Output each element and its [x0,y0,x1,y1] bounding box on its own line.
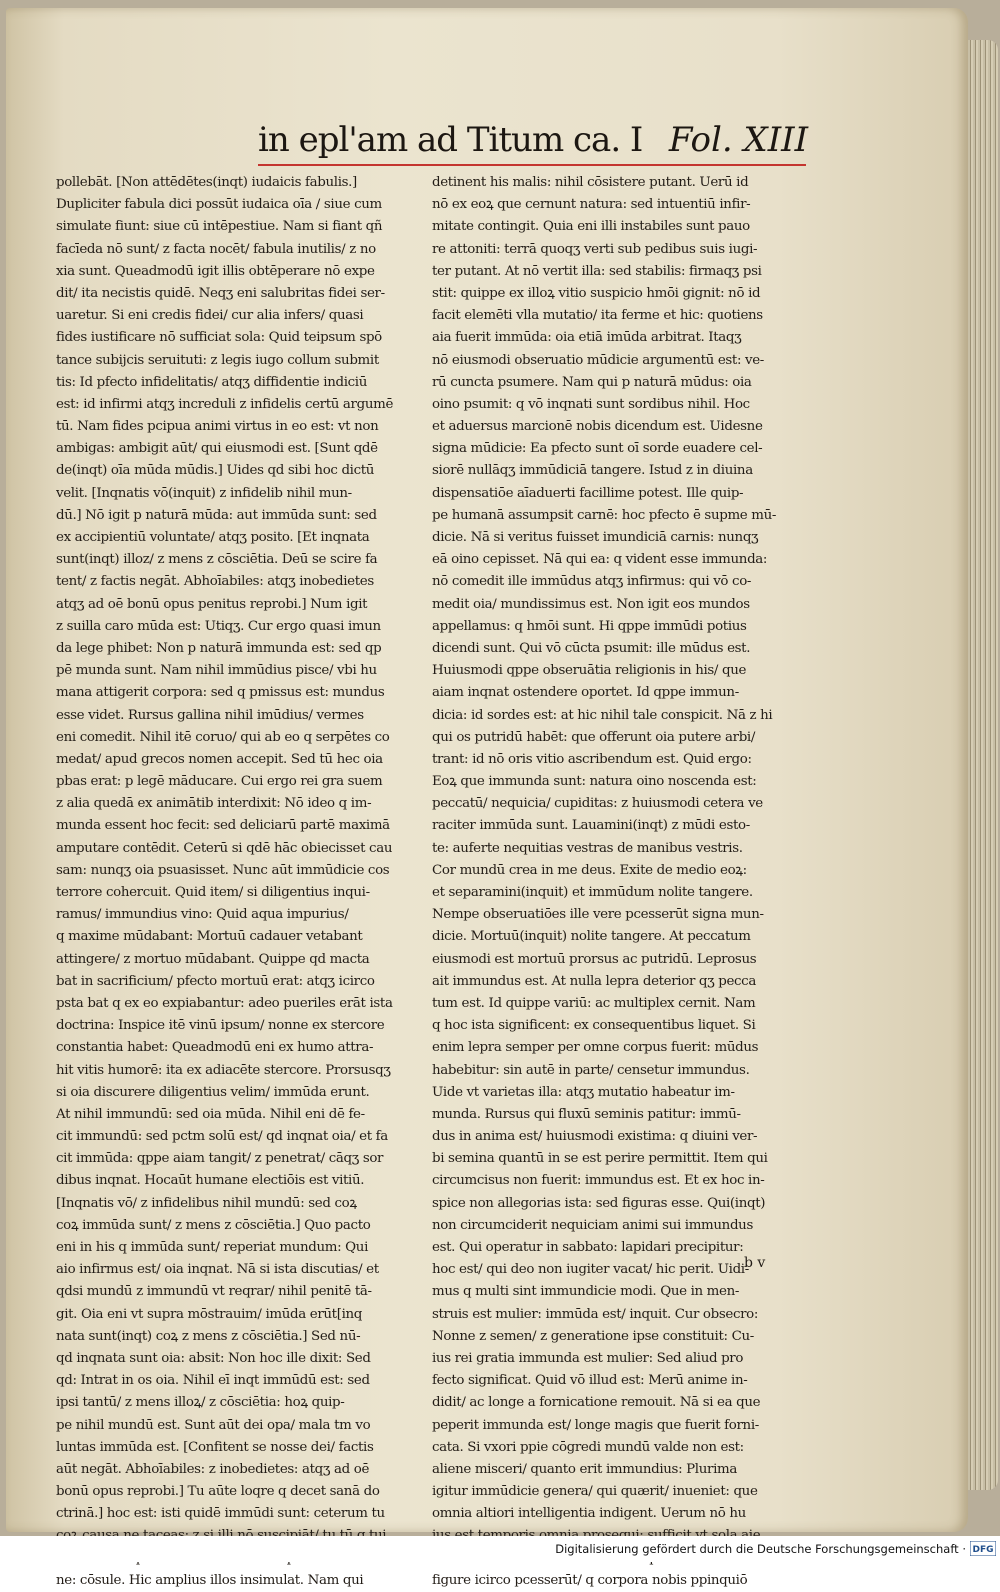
text-line: medit oia/ mundissimus est. Non igit eos mundos [432,596,750,612]
text-line: tum est. Id quippe variū: ac multiplex cernit. Nam [432,995,756,1011]
text-line: velit. [Inqnatis vō(inquit) z infidelib nihil mun- [56,485,352,501]
text-line: qui os putridū habēt: que offerunt oia putere arbi/ [432,729,756,745]
text-line: est: id infirmi atqʒ increduli z infidelis certū argumē [56,396,394,412]
text-line: peperit immunda est/ longe magis que fuerit forni- [432,1417,759,1433]
text-line: dicie. Mortuū(inquit) nolite tangere. At peccatum [432,929,751,945]
text-line: igitur immūdicie genera/ qui quærit/ inueniet: que [432,1484,758,1500]
text-line: circumcisus non fuerit: immundus est. Et ex hoc in- [432,1173,765,1189]
text-line: attingere/ z mortuo mūdabant. Quippe qd macta [56,951,370,967]
text-line: trant: id nō oris vitio ascribendum est. Quid ergo: [432,751,752,767]
text-line: esse videt. Rursus gallina nihil imūdius/ vermes [56,707,364,723]
text-line: Huiusmodi qppe obseruātia religionis in his/ que [432,663,747,679]
text-line: Uide vt varietas illa: atqʒ mutatio habeatur im- [432,1084,735,1100]
text-line: tū. Nam fides pcipua animi virtus in eo est: vt non [56,419,379,435]
text-line: coꝝ immūda sunt/ z mens z cōsciētia.] Quo pacto [56,1217,371,1233]
text-line: bonū opus reprobi.] Tu aūte loqre q decet sanā do [56,1484,380,1500]
text-line: eiusmodi est mortuū prorsus ac putridū. Leprosus [432,951,757,967]
text-line: nō ex eoꝝ que cernunt natura: sed intuentiū infir- [432,197,751,213]
text-line: appellamus: q hmōi sunt. Hi qppe immūdi potius [432,618,747,634]
text-line: ius rei gratia immunda est mulier: Sed aliud pro [432,1350,744,1366]
text-line: aūt negāt. Abhoīabiles: z inobedietes: atqʒ ad oē [56,1461,370,1477]
text-line: nata sunt(inqt) coꝝ z mens z cōsciētia.] Sed nū- [56,1328,361,1344]
text-line: fides iustificare nō sufficiat sola: Quid teipsum spō [56,330,382,346]
text-line: da lege phibet: Non p naturā immunda est: sed qp [56,640,382,656]
text-line: ex accipientiū voluntate/ atqʒ posito. [Et inqnata [56,530,370,545]
text-line: enim lepra semper per omne corpus fuerit: mūdus [432,1040,759,1056]
text-line: mitate contingit. Quia eni illi instabiles sunt pauo [432,219,750,235]
text-line: qdsi mundū z immundū vt reqrar/ nihil penitē tā- [56,1284,372,1300]
text-line: stit: quippe ex illoꝝ vitio suspicio hmōi gignit: nō id [432,285,761,301]
text-line: sam: nunqʒ oia psuasisset. Nunc aūt immūdicie cos [56,862,390,878]
text-line: didit/ ac longe a fornicatione remouit. Nā si ea que [432,1395,761,1411]
signature-mark: b v [744,1255,766,1271]
text-line: z suilla caro mūda est: Utiqʒ. Cur ergo quasi imun [56,618,381,634]
text-line: habebitur: sin autē in parte/ censetur immundus. [432,1062,750,1078]
text-line: de(inqt) oīa mūda mūdis.] Uides qd sibi hoc dictū [56,463,375,479]
text-line: siorē nullāqʒ immūdiciā tangere. Istud z in diuina [432,463,753,479]
header-rule [258,164,806,166]
page-fore-edge [968,40,998,1490]
text-line: detinent his malis: nihil cōsistere putant. Uerū id [432,175,749,190]
footer-bar [0,1536,1000,1562]
text-line: medat/ apud grecos nomen accepit. Sed tū hec oia [56,751,383,767]
text-line: atqʒ ad oē bonū opus penitus reprobi.] Num igit [56,596,368,612]
text-line: facit elemēti vlla mutatio/ ita ferme et hic: quotiens [432,308,763,324]
text-line: hit vitis humorē: ita ex adiacēte stercore. Prorsusqʒ [56,1062,391,1078]
text-line: ramus/ immundius vino: Quid aqua impurius/ [56,907,349,923]
text-line: Nonne z semen/ z generatione ipse constituit: Cu- [432,1328,754,1344]
text-line: xia sunt. Queadmodū igit illis obtēperare nō expe [56,263,375,279]
text-line: tent/ z factis negāt. Abhoīabiles: atqʒ inobedietes [56,574,374,590]
text-line: spice non allegorias ista: sed figuras esse. Qui(inqt) [432,1195,766,1211]
text-line: munda. Rursus qui fluxū seminis patitur: immū- [432,1106,741,1122]
text-line: et separamini(inquit) et immūdum nolite tangere. [432,885,753,900]
text-line: fecto significat. Quid vō illud est: Merū anime in- [432,1373,748,1389]
text-line: psta bat q ex eo expiabantur: adeo pueriles erāt ista [56,995,393,1011]
text-line: ipsi tantū/ z mens illoꝝ/ z cōsciētia: hoꝝ quip- [56,1395,345,1411]
text-line: qd inqnata sunt oia: absit: Non hoc ille dixit: Sed [56,1350,371,1366]
text-line: tance subijcis seruituti: z legis iugo collum submit [56,352,379,368]
text-line: cata. Si vxori ppie cōgredi mundū valde non est: [432,1439,744,1455]
svg-text:DFG: DFG [972,1545,994,1555]
text-line: ambigas: ambigit aūt/ qui eiusmodi est. [Sunt qdē [56,441,378,457]
text-line: simulate fiunt: siue cū intēpestiue. Nam si fiant qñ [56,219,383,235]
running-header [258,120,808,166]
text-line: re attoniti: terrā quoqʒ verti sub pedibus suis iugi- [432,241,758,257]
text-line: aiam inqnat ostendere oportet. Id qppe immun- [432,685,739,701]
text-line: qd: Intrat in os oia. Nihil eī inqt immūdū est: sed [56,1373,370,1389]
text-line: amputare contēdit. Ceterū si qdē hāc obiecisset cau [56,840,393,856]
text-line: bat in sacrificium/ pfecto mortuū erat: atqʒ icirco [56,973,375,989]
text-line: et aduersus marcionē nobis dicendum est. Uidesne [432,419,763,435]
left-text-column [56,172,418,1592]
text-line: nō comedit ille immūdus atqʒ infirmus: qui vō co- [432,574,752,590]
text-line: ctrinā.] hoc est: isti quidē immūdi sunt: ceterum tu [56,1506,385,1522]
text-line: eni in his q immūda sunt/ reperiat mundum: Qui [56,1240,369,1255]
text-line: z alia quedā ex animātib interdixit: Nō ideo q im- [56,796,372,812]
text-line: cit immūda: qppe aiam tangit/ z penetrat/ cāqʒ sor [56,1151,384,1167]
text-line: signa mūdicie: Ea pfecto sunt oī sorde euadere cel- [432,441,763,457]
text-line: pbas erat: p legē māducare. Cui ergo rei gra suem [56,774,383,790]
text-line: dibus inqnat. Hocaūt humane electiōis est vitiū. [56,1173,365,1189]
text-line: eni comedit. Nihil itē coruo/ qui ab eo q serpētes co [56,729,390,745]
text-line: ait immundus est. At nulla lepra deterior qʒ pecca [432,973,756,989]
text-line: aliene misceri/ quanto erit immundius: Plurima [432,1461,737,1477]
text-line: Cor mundū crea in me deus. Exite de medio eoꝝ: [432,862,747,878]
text-line: peccatū/ nequicia/ cupiditas: z huiusmodi cetera ve [432,796,763,812]
text-line: cit immundū: sed pctm solū est/ qd inqnat oia/ et fa [56,1129,388,1145]
text-line: oino psumit: q vō inqnati sunt sordibus nihil. Hoc [432,396,750,412]
folio-number: Fol. XIII [668,120,808,160]
text-line: sunt(inqt) illoz/ z mens z cōsciētia. Deū se scire fa [56,552,378,568]
running-title: in epl'am ad Titum ca. I [258,120,643,160]
text-line: dispensatiōe aīaduerti facillime potest. Ille quip- [432,485,744,501]
text-line: dū.] Nō igit p naturā mūda: aut immūda sunt: sed [56,507,377,523]
text-line: omnia altiori intelligentia indigent. Uerum nō hu [432,1506,746,1522]
text-line: facīeda nō sunt/ z facta nocēt/ fabula inutilis/ z no [56,241,376,257]
text-line: si oia discurere diligentius velim/ immūda erunt. [56,1084,370,1100]
text-line: doctrina: Inspice itē vinū ipsum/ nonne ex stercore [56,1018,385,1034]
text-line: mus q multi sint immundicie modi. Que in men- [432,1284,740,1300]
text-line: figure icirco pcesserūt/ q corpora nobis ppinquiō [432,1572,748,1588]
text-line: mana attigerit corpora: sed q pmissus est: mundus [56,685,385,701]
text-line: munda essent hoc fecit: sed deliciarū partē maximā [56,818,390,834]
text-line: est. Qui operatur in sabbato: lapidari precipitur: [432,1240,744,1255]
text-line: pollebāt. [Non attēdētes(inqt) iudaicis fabulis.] [56,175,357,190]
text-line: git. Oia eni vt supra mōstrauim/ imūda erūt[inq [56,1306,363,1322]
dfg-logo-icon [970,1541,996,1556]
text-line: non circumciderit nequiciam animi sui immundus [432,1217,753,1233]
text-line: ne: cōsule. Hic amplius illos insimulat. Nam qui [56,1572,364,1588]
text-line: bi semina quantū in se est perire permittit. Item qui [432,1151,768,1167]
text-line: aio infirmus est/ oia inqnat. Nā si ista discutias/ et [56,1262,379,1278]
text-line: dit/ ita necistis quidē. Neqʒ eni salubritas fidei ser- [56,285,385,301]
text-line: raciter immūda sunt. Lauamini(inqt) z mūdi esto- [432,818,750,834]
text-line: rū cuncta psumere. Nam qui p naturā mūdus: oia [432,374,752,390]
text-line: dicie. Nā si veritus fuisset imundiciā carnis: nunqʒ [432,530,759,545]
text-line: Nempe obseruatiōes ille vere pcesserūt signa mun- [432,907,764,923]
funding-credit: Digitalisierung gefördert durch die Deutsche Forschungsgemeinschaft · [555,1542,966,1556]
text-line: pe nihil mundū est. Sunt aūt dei opa/ mala tm vo [56,1417,371,1433]
text-line: tis: Id pfecto infidelitatis/ atqʒ diffidentie indiciū [56,374,367,390]
text-line: uaretur. Si eni credis fidei/ cur alia infers/ quasi [56,308,364,324]
text-line: pē munda sunt. Nam nihil immūdius pisce/ vbi hu [56,663,377,679]
text-line: Eoꝝ que immunda sunt: natura oino noscenda est: [432,774,757,790]
text-line: constantia habet: Queadmodū eni ex humo attra- [56,1040,374,1056]
text-line: dus in anima est/ huiusmodi existima: q diuini ver- [432,1129,758,1145]
text-line: q maxime mūdabant: Mortuū cadauer vetabant [56,929,363,945]
text-line: nō eiusmodi obseruatio mūdicie argumentū est: ve- [432,352,764,368]
text-line: At nihil immundū: sed oia mūda. Nihil eni dē fe- [56,1106,365,1122]
text-line: aia fuerit immūda: oia etiā imūda arbitrat. Itaqʒ [432,330,742,346]
text-line: luntas immūda est. [Confitent se nosse dei/ factis [56,1439,374,1455]
text-line: hoc est/ qui deo non iugiter vacat/ hic perit. Uidi- [432,1262,749,1278]
text-line: eā oino cepisset. Nā qui ea: q vident esse immunda: [432,552,768,568]
text-line: dicendi sunt. Qui vō cūcta psumit: ille mūdus est. [432,640,751,656]
text-line: te: auferte nequitias vestras de manibus vestris. [432,840,743,856]
text-line: struis est mulier: immūda est/ inquit. Cur obsecro: [432,1306,759,1322]
text-line: Dupliciter fabula dici possūt iudaica oīa / siue cum [56,197,382,213]
text-line: [Inqnatis vō/ z infidelibus nihil mundū: sed coꝝ [56,1195,357,1211]
text-line: ter putant. At nō vertit illa: sed stabilis: firmaqʒ psi [432,263,762,279]
text-line: dicia: id sordes est: at hic nihil tale conspicit. Nā z hi [432,707,773,723]
text-line: pe humanā assumpsit carnē: hoc pfecto ē supme mū- [432,507,777,523]
right-text-column [432,172,806,1592]
text-line: q hoc ista significent: ex consequentibus liquet. Si [432,1018,756,1034]
text-line: terrore cohercuit. Quid item/ si diligentius inqui- [56,885,370,900]
